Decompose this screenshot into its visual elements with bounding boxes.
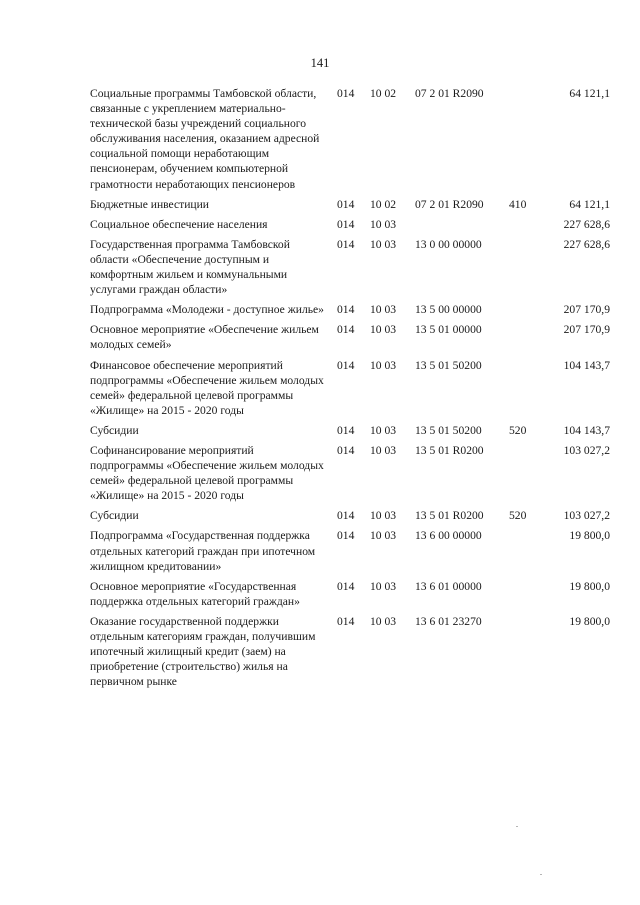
row-amount: 19 800,0: [569, 614, 610, 628]
row-section-code: 10 03: [370, 443, 397, 457]
row-name: Подпрограмма «Молодежи - доступное жилье»: [90, 303, 324, 317]
table-row: [0, 237, 640, 297]
row-expense-type: 410: [509, 197, 527, 211]
row-org-code: 014: [337, 443, 355, 457]
row-amount: 64 121,1: [569, 87, 610, 100]
row-org-code: 014: [337, 237, 355, 251]
row-org-code: 014: [337, 217, 355, 231]
scan-speck: [540, 874, 542, 875]
table-row: [0, 614, 640, 689]
table-row: [0, 86, 640, 192]
row-expense-type: 520: [509, 509, 527, 523]
table-row: [0, 528, 640, 573]
row-section-code: 10 03: [370, 529, 397, 543]
row-amount: 104 143,7: [563, 423, 610, 437]
table-row: [0, 302, 640, 317]
row-program-code: 13 5 01 50200: [415, 423, 482, 437]
row-name: Основное мероприятие «Государственная поддержка отдельных категорий граждан»: [90, 579, 300, 608]
row-amount: 207 170,9: [563, 303, 610, 317]
row-amount: 103 027,2: [563, 443, 610, 457]
row-org-code: 014: [337, 579, 355, 593]
row-program-code: 13 5 01 R0200: [415, 509, 484, 523]
row-name: Субсидии: [90, 423, 139, 437]
row-amount: 19 800,0: [569, 579, 610, 593]
row-name: Финансовое обеспечение мероприятий подпрограммы «Обеспечение жильем молодых семей» федеральной целевой программы «Жилище» на 2015 - 2020 годы: [90, 358, 324, 417]
row-section-code: 10 03: [370, 509, 397, 523]
scan-speck: [516, 826, 518, 827]
row-org-code: 014: [337, 303, 355, 317]
row-program-code: 13 6 00 00000: [415, 529, 482, 543]
table-row: [0, 443, 640, 503]
row-amount: 227 628,6: [563, 217, 610, 231]
row-name: Социальное обеспечение населения: [90, 217, 268, 231]
row-program-code: 13 5 01 50200: [415, 358, 482, 372]
row-section-code: 10 03: [370, 323, 397, 337]
row-program-code: 13 6 01 23270: [415, 614, 482, 628]
row-org-code: 014: [337, 614, 355, 628]
row-org-code: 014: [337, 87, 355, 100]
row-program-code: 13 6 01 00000: [415, 579, 482, 593]
table-row: [0, 508, 640, 523]
row-org-code: 014: [337, 197, 355, 211]
row-amount: 19 800,0: [569, 529, 610, 543]
row-org-code: 014: [337, 423, 355, 437]
row-org-code: 014: [337, 509, 355, 523]
row-amount: 227 628,6: [563, 237, 610, 251]
row-org-code: 014: [337, 323, 355, 337]
row-section-code: 10 03: [370, 614, 397, 628]
row-name: Софинансирование мероприятий подпрограммы «Обеспечение жильем молодых семей» федеральной целевой программы «Жилище» на 2015 - 2020 годы: [90, 443, 324, 503]
row-program-code: 13 5 01 R0200: [415, 443, 484, 457]
page-number: 141: [310, 56, 330, 70]
row-section-code: 10 03: [370, 423, 397, 437]
row-section-code: 10 03: [370, 358, 397, 372]
row-section-code: 10 03: [370, 237, 397, 251]
row-program-code: 07 2 01 R2090: [415, 87, 484, 100]
row-amount: 207 170,9: [563, 323, 610, 337]
row-program-code: 13 5 00 00000: [415, 303, 482, 317]
row-name: Субсидии: [90, 509, 139, 523]
row-section-code: 10 02: [370, 197, 397, 211]
row-org-code: 014: [337, 529, 355, 543]
table-row: [0, 322, 640, 352]
table-row: [0, 217, 640, 232]
table-row: [0, 579, 640, 609]
row-name: Основное мероприятие «Обеспечение жильем молодых семей»: [90, 323, 319, 352]
row-name: Социальные программы Тамбовской области, связанные с укреплением материально-технической базы учреждений социального обслуживания населения, оказанием адресной социальной помощи неработающим пенсионерам, обучением компьютерной грамотности неработающих пенсионеров: [90, 87, 320, 191]
table-row: [0, 197, 640, 212]
row-name: Государственная программа Тамбовской области «Обеспечение доступным и комфортным жильем и коммунальными услугами граждан области»: [90, 237, 290, 297]
row-amount: 104 143,7: [563, 358, 610, 372]
row-org-code: 014: [337, 358, 355, 372]
row-amount: 103 027,2: [563, 509, 610, 523]
row-section-code: 10 03: [370, 303, 397, 317]
row-section-code: 10 03: [370, 217, 397, 231]
row-program-code: 07 2 01 R2090: [415, 197, 484, 211]
row-section-code: 10 02: [370, 87, 397, 100]
row-amount: 64 121,1: [569, 197, 610, 211]
row-program-code: 13 5 01 00000: [415, 323, 482, 337]
row-program-code: 13 0 00 00000: [415, 237, 482, 251]
budget-table: [0, 86, 640, 694]
row-name: Бюджетные инвестиции: [90, 197, 210, 211]
table-row: [0, 423, 640, 438]
row-expense-type: 520: [509, 423, 527, 437]
row-name: Оказание государственной поддержки отдельным категориям граждан, получившим ипотечный жилищный кредит (заем) на приобретение (строительство) жилья на первичном рынке: [90, 614, 316, 689]
table-row: [0, 358, 640, 418]
row-name: Подпрограмма «Государственная поддержка отдельных категорий граждан при ипотечном жилищном кредитовании»: [90, 529, 316, 573]
row-section-code: 10 03: [370, 579, 397, 593]
